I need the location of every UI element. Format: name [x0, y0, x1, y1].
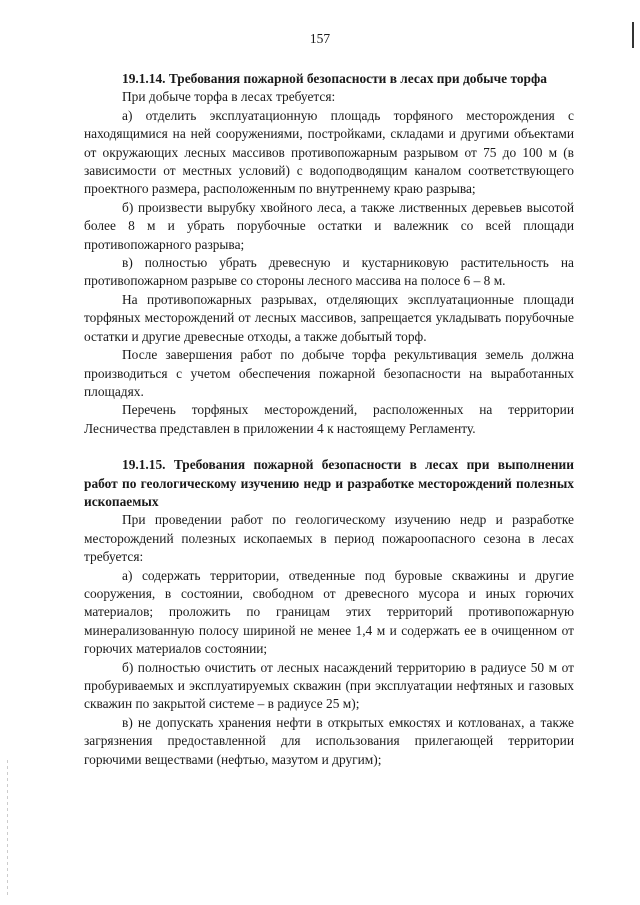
- section-19-1-14: [84, 70, 574, 438]
- paragraph: При добыче торфа в лесах требуется:: [122, 89, 336, 105]
- section-heading: 19.1.15. Требования пожарной безопасности в лесах при выполнении работ по геологическому изучению недр и разработке месторождений полезных ископаемых: [84, 457, 574, 509]
- paragraph: в) не допускать хранения нефти в открытых емкостях и котлованах, а также загрязнения предоставленной для использования прилегающей территории горючими веществами (нефтью, мазутом и другим);: [84, 714, 574, 767]
- page-number: 157: [309, 31, 331, 46]
- paragraph: а) содержать территории, отведенные под буровые скважины и другие сооружения, в состоянии, свободном от древесного мусора и иных горючих материалов; проложить по границам этих территорий противопожарную минерализованную полосу шириной не менее 1,4 м и содержать ее в очищенном от горючих материалов состоянии;: [84, 567, 574, 657]
- section-heading: 19.1.14. Требования пожарной безопасности в лесах при добыче торфа: [122, 71, 547, 86]
- paragraph: в) полностью убрать древесную и кустарниковую растительность на противопожарном разрыве со стороны лесного массива на полосе 6 – 8 м.: [84, 255, 574, 289]
- document-body: [84, 70, 574, 769]
- paragraph: После завершения работ по добыче торфа рекультивация земель должна производиться с учетом обеспечения пожарной безопасности на выработанных площадях.: [84, 347, 574, 399]
- scan-margin-line: [7, 760, 8, 895]
- section-19-1-15: [84, 456, 574, 769]
- paragraph: б) полностью очистить от лесных насаждений территорию в радиусе 50 м от пробуриваемых и эксплуатируемых скважин (при эксплуатации нефтяных и газовых скважин по закрытой системе – в радиусе 25 м);: [84, 659, 574, 712]
- paragraph: б) произвести вырубку хвойного леса, а также лиственных деревьев высотой более 8 м и убрать порубочные остатки и валежник со всей площади противопожарного разрыва;: [84, 199, 574, 252]
- paragraph: а) отделить эксплуатационную площадь торфяного месторождения с находящимися на ней сооружениями, постройками, складами и другими объектами от окружающих лесных массивов противопожарным разрывом от 75 до 100 м (в зависимости от местных условий) с водоподводящим каналом соответствующего проектного размера, расположенным по внутреннему краю разрыва;: [84, 107, 574, 197]
- paragraph: На противопожарных разрывах, отделяющих эксплуатационные площади торфяных месторождений от лесных массивов, запрещается укладывать порубочные остатки и другие древесные отходы, а также добытый торф.: [84, 291, 574, 344]
- paragraph: При проведении работ по геологическому изучению недр и разработке месторождений полезных ископаемых в период пожароопасного сезона в лесах требуется:: [84, 512, 574, 565]
- paragraph: Перечень торфяных месторождений, расположенных на территории Лесничества представлен в приложении 4 к настоящему Регламенту.: [84, 402, 574, 436]
